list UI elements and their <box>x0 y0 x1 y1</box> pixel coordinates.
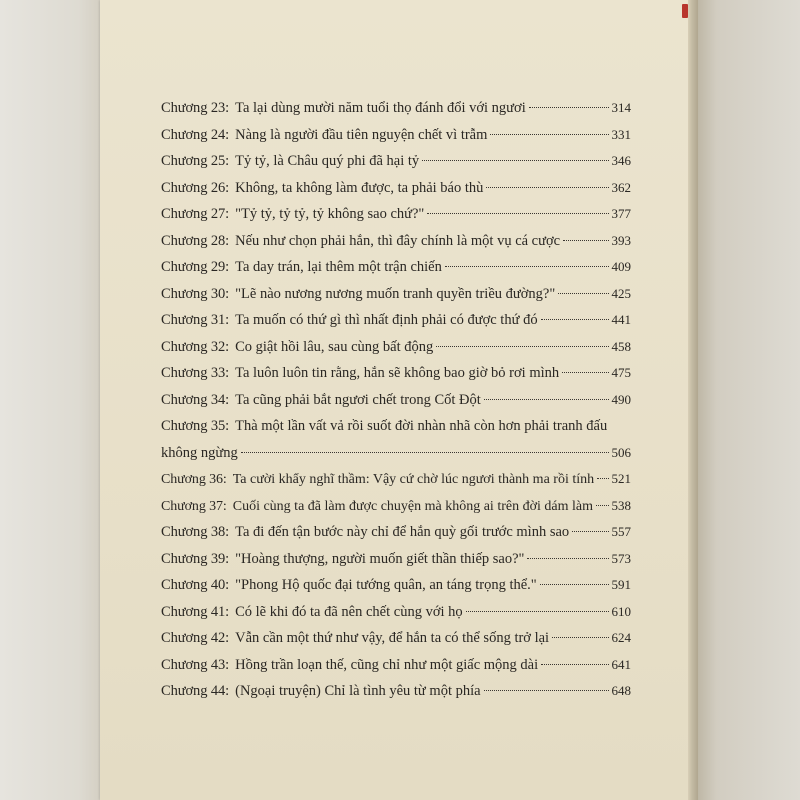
chapter-number: Chương 28: <box>161 232 230 249</box>
toc-entry <box>161 201 631 228</box>
toc-entry-line <box>161 493 631 520</box>
bookmark-ribbon <box>682 4 688 18</box>
chapter-title-continued: không ngừng <box>161 444 238 461</box>
chapter-number: Chương 34: <box>161 391 230 408</box>
toc-entry-line <box>161 307 631 334</box>
toc-entry-line <box>161 572 631 599</box>
dot-leader <box>490 133 608 135</box>
dot-leader <box>527 557 608 559</box>
chapter-title: "Hoàng thượng, người muốn giết thần thiếp sao?" <box>235 550 525 567</box>
toc-entry-line <box>161 519 631 546</box>
chapter-number: Chương 33: <box>161 365 230 381</box>
chapter-number: Chương 32: <box>161 338 230 355</box>
chapter-number: Chương 36: <box>161 472 227 487</box>
chapter-number: Chương 44: <box>161 683 230 699</box>
chapter-number: Chương 35: <box>161 418 230 434</box>
chapter-number: Chương 43: <box>161 656 230 673</box>
toc-entry <box>161 281 631 308</box>
dot-leader <box>466 610 609 612</box>
page-number: 393 <box>611 232 631 248</box>
chapter-number: Chương 41: <box>161 603 230 620</box>
toc-entry <box>161 254 631 281</box>
toc-entry-line <box>161 466 631 493</box>
chapter-number: Chương 25: <box>161 153 230 169</box>
chapter-title: Tỷ tỷ, là Châu quý phi đã hại tỷ <box>235 153 420 169</box>
toc-entry <box>161 678 631 705</box>
toc-entry-line <box>161 599 631 626</box>
toc-entry <box>161 360 631 387</box>
chapter-title: "Lẽ nào nương nương muốn tranh quyền triều đường?" <box>235 285 556 302</box>
chapter-title: "Phong Hộ quốc đại tướng quân, an táng trọng thể." <box>235 577 537 593</box>
toc-entry-line <box>161 95 631 122</box>
page-number: 377 <box>611 206 631 221</box>
toc-entry <box>161 387 631 414</box>
dot-leader <box>552 636 608 638</box>
chapter-title: Nếu như chọn phải hắn, thì đây chính là một vụ cá cược <box>235 232 561 249</box>
chapter-title: Vẫn cần một thứ như vậy, để hắn ta có thể sống trở lại <box>235 630 550 646</box>
toc-entry <box>161 307 631 334</box>
dot-leader <box>541 663 608 665</box>
toc-entry-line <box>161 254 631 281</box>
toc-entry <box>161 519 631 546</box>
toc-entry-line <box>161 201 631 228</box>
page-number: 573 <box>611 550 631 566</box>
chapter-number: Chương 27: <box>161 206 230 222</box>
page-number: 475 <box>611 365 631 380</box>
page-number: 409 <box>611 259 631 274</box>
dot-leader <box>445 265 609 267</box>
chapter-number: Chương 24: <box>161 126 230 143</box>
page-number: 458 <box>611 338 631 354</box>
toc-entry-line <box>161 122 631 149</box>
dot-leader <box>597 477 608 479</box>
toc-entry-line <box>161 546 631 573</box>
dot-leader <box>563 239 608 241</box>
dot-leader <box>422 159 608 161</box>
page-number: 314 <box>611 100 631 115</box>
page-number: 591 <box>611 577 631 592</box>
dot-leader <box>596 504 609 506</box>
toc-entry-line <box>161 625 631 652</box>
chapter-number: Chương 30: <box>161 285 230 302</box>
page-number: 346 <box>611 153 631 168</box>
page-number: 641 <box>611 656 631 672</box>
dot-leader <box>484 398 609 400</box>
chapter-number: Chương 38: <box>161 524 230 540</box>
dot-leader <box>529 106 609 108</box>
dot-leader <box>436 345 608 347</box>
toc-entry <box>161 413 631 466</box>
toc-entry <box>161 228 631 255</box>
chapter-title: Thà một lần vất vả rồi suốt đời nhàn nhã còn hơn phải tranh đấu <box>235 418 608 434</box>
toc-entry-line <box>161 678 631 705</box>
chapter-title: "Tỷ tỷ, tỷ tỷ, tỷ không sao chứ?" <box>235 206 425 222</box>
page-number: 538 <box>611 497 631 513</box>
page-number: 521 <box>611 471 631 486</box>
chapter-title: Ta lại dùng mười năm tuổi thọ đánh đổi với ngươi <box>235 100 526 116</box>
chapter-number: Chương 37: <box>161 498 227 514</box>
toc-entry-line <box>161 148 631 175</box>
chapter-number: Chương 40: <box>161 577 230 593</box>
dot-leader <box>541 318 609 320</box>
chapter-title: Co giật hồi lâu, sau cùng bất động <box>235 338 434 355</box>
chapter-title: Ta muốn có thứ gì thì nhất định phải có được thứ đó <box>235 312 538 328</box>
chapter-title: Hồng trần loạn thế, cũng chỉ như một giấc mộng dài <box>235 656 539 673</box>
page-number: 624 <box>611 630 631 645</box>
dot-leader <box>241 451 609 453</box>
toc-entry <box>161 599 631 626</box>
chapter-title: (Ngoại truyện) Chỉ là tình yêu từ một phía <box>235 683 481 699</box>
toc-entry <box>161 175 631 202</box>
toc-entry <box>161 466 631 493</box>
toc-entry <box>161 572 631 599</box>
page-number: 490 <box>611 391 631 407</box>
chapter-title: Ta luôn luôn tin rằng, hắn sẽ không bao giờ bỏ rơi mình <box>235 365 560 381</box>
page-number: 362 <box>611 179 631 195</box>
dot-leader <box>562 371 608 373</box>
toc-entry <box>161 122 631 149</box>
chapter-title: Nàng là người đầu tiên nguyện chết vì trẫm <box>235 126 488 143</box>
chapter-title: Không, ta không làm được, ta phải báo thù <box>235 179 484 196</box>
table-of-contents <box>161 95 631 705</box>
toc-entry-line <box>161 175 631 202</box>
dot-leader <box>540 583 609 585</box>
toc-entry <box>161 546 631 573</box>
page-number: 557 <box>611 524 631 539</box>
toc-entry <box>161 625 631 652</box>
dot-leader <box>572 530 608 532</box>
chapter-title: Cuối cùng ta đã làm được chuyện mà không ai trên đời dám làm <box>232 498 593 514</box>
dot-leader <box>484 689 609 691</box>
toc-entry-line <box>161 387 631 414</box>
toc-entry <box>161 334 631 361</box>
dot-leader <box>427 212 608 214</box>
page-number: 648 <box>611 683 631 698</box>
chapter-number: Chương 29: <box>161 259 230 275</box>
toc-entry <box>161 493 631 520</box>
page-number: 610 <box>611 603 631 619</box>
page-number: 441 <box>611 312 631 327</box>
dot-leader <box>486 186 608 188</box>
chapter-number: Chương 39: <box>161 550 230 567</box>
toc-entry <box>161 95 631 122</box>
chapter-title: Ta day trán, lại thêm một trận chiến <box>235 259 442 275</box>
toc-entry-line <box>161 440 631 467</box>
page-number: 506 <box>611 444 631 460</box>
toc-entry-line <box>161 228 631 255</box>
toc-entry-line <box>161 281 631 308</box>
chapter-title: Ta đi đến tận bước này chỉ để hắn quỳ gối trước mình sao <box>235 524 570 540</box>
page-edge <box>688 0 698 800</box>
toc-entry <box>161 652 631 679</box>
dot-leader <box>558 292 608 294</box>
toc-entry-line <box>161 334 631 361</box>
chapter-number: Chương 26: <box>161 179 230 196</box>
chapter-number: Chương 23: <box>161 100 230 116</box>
chapter-title: Ta cũng phải bắt ngươi chết trong Cốt Đột <box>235 391 481 408</box>
toc-entry <box>161 148 631 175</box>
page-number: 425 <box>611 285 631 301</box>
background-right <box>696 0 800 800</box>
toc-entry-line <box>161 652 631 679</box>
page-number: 331 <box>611 126 631 142</box>
toc-entry-line <box>161 413 631 440</box>
chapter-number: Chương 42: <box>161 630 230 646</box>
toc-entry-line <box>161 360 631 387</box>
chapter-title: Ta cười khẩy nghĩ thầm: Vậy cứ chờ lúc ngươi thành ma rồi tính <box>232 472 595 487</box>
chapter-title: Có lẽ khi đó ta đã nên chết cùng với họ <box>235 603 463 620</box>
background-left <box>0 0 112 800</box>
chapter-number: Chương 31: <box>161 312 230 328</box>
